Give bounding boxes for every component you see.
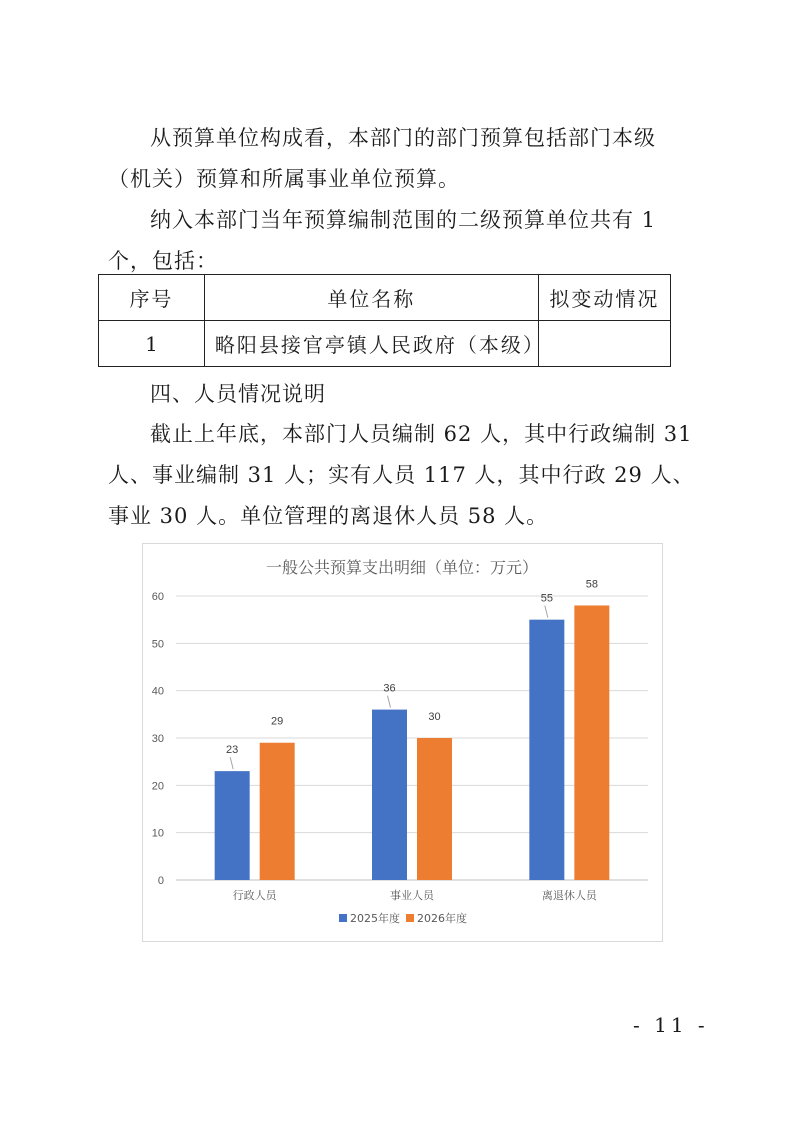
table-cell-index: 1: [99, 321, 205, 367]
chart-title: 一般公共预算支出明细（单位：万元）: [265, 558, 539, 577]
y-tick-label: 20: [151, 780, 164, 793]
bar: [215, 771, 250, 880]
y-tick-label: 30: [151, 733, 164, 745]
data-label: 29: [271, 715, 284, 728]
paragraph-secondary-units: 纳入本部门当年预算编制范围的二级预算单位共有 1 个，包括：: [108, 208, 657, 273]
table-header-row: [99, 275, 671, 321]
data-label: 30: [428, 711, 441, 723]
data-label: 58: [585, 578, 598, 591]
y-tick-label: 10: [151, 827, 164, 840]
budget-units-table: [98, 274, 671, 367]
page-number: - 11 -: [633, 1013, 709, 1037]
data-label-leader: [545, 606, 548, 618]
table-cell-unit-name: 略阳县接官亭镇人民政府（本级）: [204, 321, 538, 367]
budget-chart: [142, 543, 663, 942]
data-label: 36: [383, 682, 396, 695]
category-label: 事业人员: [390, 889, 434, 902]
bar: [372, 710, 407, 880]
bar: [260, 743, 295, 880]
data-label: 23: [226, 744, 239, 757]
table-row: [99, 321, 671, 367]
bar: [529, 620, 564, 880]
bar: [574, 605, 609, 880]
paragraph-staffing: 截止上年底，本部门人员编制 62 人，其中行政编制 31 人、事业编制 31 人；实有人员 117 人，其中行政 29 人、事业 30 人。单位管理的离退休人员 58 人。: [108, 422, 695, 528]
y-tick-label: 40: [151, 685, 164, 698]
data-label-leader: [230, 757, 233, 769]
data-label-leader: [388, 696, 391, 708]
category-label: 行政人员: [232, 889, 277, 902]
paragraph-budget-composition: 从预算单位构成看，本部门的部门预算包括部门本级（机关）预算和所属事业单位预算。: [108, 126, 656, 191]
budget-chart-svg: [143, 544, 662, 941]
y-tick-label: 50: [151, 638, 164, 651]
y-tick-label: 60: [151, 591, 164, 603]
legend-swatch: [406, 914, 414, 922]
legend-swatch: [339, 914, 347, 922]
category-label: 离退休人员: [541, 889, 597, 902]
data-label: 55: [540, 592, 553, 605]
bar: [417, 738, 452, 880]
table-header-index: 序号: [99, 275, 205, 321]
table-header-change: 拟变动情况: [538, 275, 670, 321]
section-heading: 四、人员情况说明: [150, 382, 326, 406]
table-header-unit-name: 单位名称: [204, 275, 538, 321]
legend-label: 2025年度: [350, 912, 400, 925]
legend-label: 2026年度: [417, 912, 467, 925]
table-cell-change: [538, 321, 670, 367]
y-tick-label: 0: [157, 875, 164, 887]
